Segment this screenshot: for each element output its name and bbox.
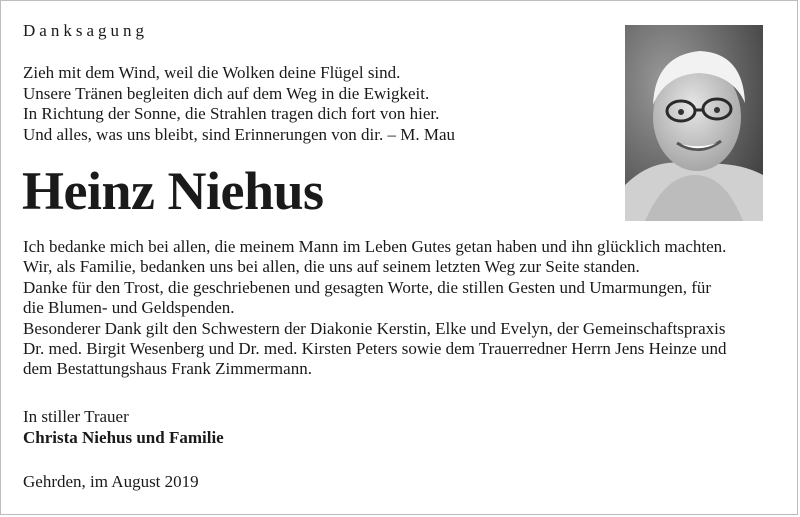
body-line: Danke für den Trost, die geschriebenen und gesagten Worte, die stillen Gesten und Umarmungen, für xyxy=(23,277,712,297)
body-line: Ich bedanke mich bei allen, die meinem Mann im Leben Gutes getan haben und ihn glücklich machten. xyxy=(23,237,727,256)
place-date: Gehrden, im August 2019 xyxy=(23,472,199,491)
closing-block xyxy=(23,406,224,448)
family-signature: Christa Niehus und Familie xyxy=(23,428,224,447)
body-line: dem Bestattungshaus Frank Zimmermann. xyxy=(23,359,312,379)
poem-line: Zieh mit dem Wind, weil die Wolken deine Flügel sind. xyxy=(23,63,401,82)
poem-line: Unsere Tränen begleiten dich auf dem Weg in die Ewigkeit. xyxy=(23,83,430,103)
notice-heading: Danksagung xyxy=(23,21,148,40)
body-line: die Blumen- und Geldspenden. xyxy=(23,298,235,318)
portrait-photo xyxy=(625,25,763,221)
poem xyxy=(23,63,455,145)
closing-line: In stiller Trauer xyxy=(23,407,129,426)
thank-you-text xyxy=(23,237,783,380)
poem-line: In Richtung der Sonne, die Strahlen tragen dich fort von hier. xyxy=(23,104,440,123)
body-line: Wir, als Familie, bedanken uns bei allen, die uns auf seinem letzten Weg zur Seite standen. xyxy=(23,257,640,277)
poem-line: Und alles, was uns bleibt, sind Erinnerungen von dir. – M. Mau xyxy=(23,124,456,144)
body-line: Besonderer Dank gilt den Schwestern der Diakonie Kerstin, Elke und Evelyn, der Gemeinschaftspraxis xyxy=(23,318,726,338)
deceased-name: Heinz Niehus xyxy=(22,161,324,221)
body-line: Dr. med. Birgit Wesenberg und Dr. med. Kirsten Peters sowie dem Trauerredner Herrn Jens Heinze und xyxy=(23,339,727,359)
